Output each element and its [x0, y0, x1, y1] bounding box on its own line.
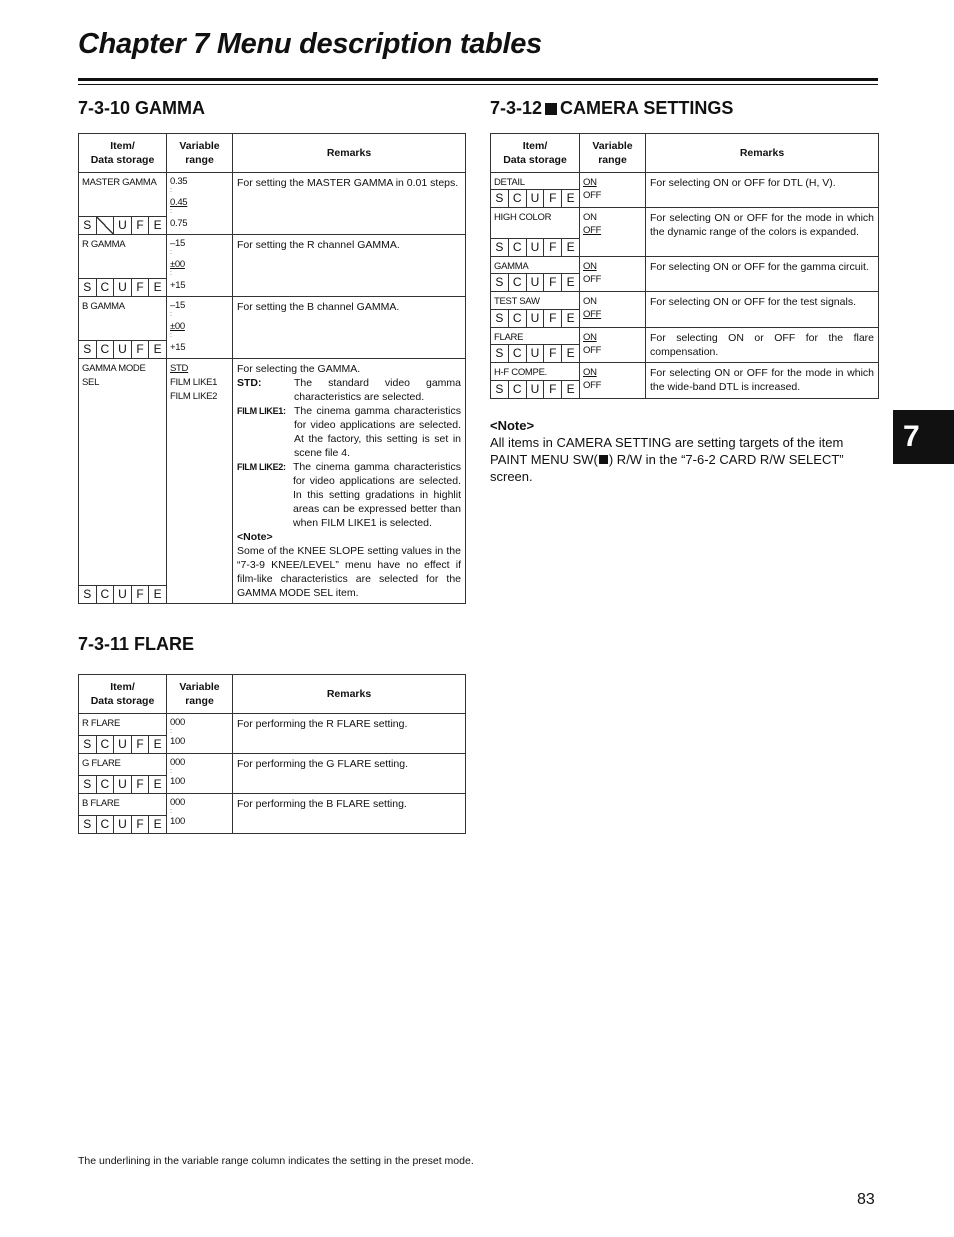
header-rule [78, 78, 878, 81]
flag-s: S [79, 816, 97, 833]
range-min: 000 [170, 757, 185, 768]
flag-u: U [114, 279, 132, 296]
table-header-row [79, 675, 466, 714]
flag-e: E [153, 280, 162, 294]
flag-c: C [97, 586, 115, 603]
table-header-row [491, 134, 879, 173]
flag-f: F [544, 190, 562, 207]
header-item: Item/ Data storage [79, 134, 167, 173]
flag-c: C [97, 816, 115, 833]
header-rule-thin [78, 84, 878, 85]
flag-s: S [491, 310, 509, 327]
flag-u: U [527, 239, 545, 256]
flag-f: F [132, 279, 150, 296]
item-name: B GAMMA [82, 301, 125, 312]
range-cell [167, 714, 233, 754]
range-min: –15 [170, 300, 185, 311]
item-name: R GAMMA [82, 239, 126, 250]
range-preset: 0.45 [170, 197, 188, 208]
table-row [79, 173, 466, 235]
table-row [79, 714, 466, 754]
flag-f: F [544, 274, 562, 291]
item-cell [79, 794, 167, 834]
range-max: 0.75 [170, 218, 188, 229]
item-cell [491, 257, 580, 292]
table-header-row [79, 134, 466, 173]
range-min: 000 [170, 797, 185, 808]
range-cell [167, 235, 233, 297]
flag-c: C [509, 345, 527, 362]
camera-note [490, 417, 878, 485]
range-cell [167, 794, 233, 834]
range-cell [167, 754, 233, 794]
remarks-cell: For selecting ON or OFF for the mode in which the dynamic range of the colors is expanded. [646, 208, 879, 257]
range-preset: ON [583, 367, 597, 378]
flag-f: F [544, 239, 562, 256]
flag-u: U [527, 381, 545, 398]
range-dots: : [170, 768, 172, 775]
item-cell [491, 292, 580, 328]
range-dots: : [170, 270, 172, 277]
range-dots: : [170, 332, 172, 339]
flag-u: U [114, 217, 132, 234]
flag-e: E [153, 218, 162, 232]
range-option: ON [583, 296, 597, 307]
flag-s: S [79, 341, 97, 358]
item-name: HIGH COLOR [494, 212, 552, 223]
flag-c: C [509, 310, 527, 327]
item-cell [491, 328, 580, 363]
range-cell [580, 208, 646, 257]
header-range: Variable range [167, 134, 233, 173]
item-name: GAMMA MODE SEL [82, 363, 146, 388]
flag-e: E [153, 817, 162, 831]
flag-s: S [79, 776, 97, 793]
storage-flags [491, 380, 579, 398]
range-max: +15 [170, 280, 186, 291]
table-row [491, 292, 879, 328]
table-row [491, 328, 879, 363]
flag-c: C [509, 190, 527, 207]
table-row [79, 359, 466, 604]
item-cell [79, 173, 167, 235]
flare-heading: 7-3-11 FLARE [78, 634, 195, 654]
camera-heading: 7-3-12 CAMERA SETTINGS [490, 98, 734, 118]
remarks-cell: For selecting ON or OFF for the flare compensation. [646, 328, 879, 363]
flag-u: U [114, 816, 132, 833]
flag-s: S [491, 381, 509, 398]
range-dots: : [170, 249, 172, 256]
flag-s: S [491, 345, 509, 362]
chapter-tab: 7 [893, 410, 954, 464]
flag-c: C [97, 736, 115, 753]
flag-f: F [544, 310, 562, 327]
range-option: OFF [583, 274, 602, 285]
range-max: 100 [170, 776, 185, 787]
flag-e: E [153, 587, 162, 601]
item-name: B FLARE [82, 798, 120, 809]
item-name: DETAIL [494, 177, 525, 188]
range-option: OFF [583, 345, 602, 356]
storage-flags [79, 216, 166, 234]
flag-u: U [114, 586, 132, 603]
range-cell [167, 173, 233, 235]
range-preset: OFF [583, 309, 602, 320]
header-item: Item/ Data storage [491, 134, 580, 173]
storage-flags [491, 309, 579, 327]
flag-f: F [132, 217, 150, 234]
item-name: FLARE [494, 332, 524, 343]
flag-e: E [153, 737, 162, 751]
flag-f: F [132, 736, 150, 753]
table-row [491, 173, 879, 208]
range-option: OFF [583, 190, 602, 201]
flag-u: U [114, 776, 132, 793]
range-cell [580, 257, 646, 292]
range-max: 100 [170, 816, 185, 827]
table-row [79, 754, 466, 794]
item-name: GAMMA [494, 261, 529, 272]
storage-flags [491, 344, 579, 362]
range-dots: : [170, 808, 172, 815]
storage-flags [79, 585, 166, 603]
flag-u: U [114, 341, 132, 358]
flag-f: F [544, 381, 562, 398]
gamma-heading: 7-3-10 GAMMA [78, 98, 206, 118]
storage-flags [79, 278, 166, 296]
flag-e: E [566, 311, 575, 325]
range-preset: ±00 [170, 259, 185, 270]
flag-s: S [491, 239, 509, 256]
range-preset: OFF [583, 225, 602, 236]
flag-e: E [566, 191, 575, 205]
flag-c-disabled [97, 217, 115, 234]
flag-e: E [566, 346, 575, 360]
black-square-icon [545, 103, 557, 115]
remarks-cell: For selecting ON or OFF for the mode in which the wide-band DTL is increased. [646, 363, 879, 399]
range-preset: ON [583, 261, 597, 272]
item-cell [79, 359, 167, 604]
flag-s: S [79, 586, 97, 603]
item-name: R FLARE [82, 718, 121, 729]
storage-flags [491, 189, 579, 207]
range-max: +15 [170, 342, 186, 353]
storage-flags [79, 775, 166, 793]
remarks-cell: For selecting ON or OFF for the gamma circuit. [646, 257, 879, 292]
range-preset: ±00 [170, 321, 185, 332]
item-cell [79, 714, 167, 754]
header-range: Variable range [167, 675, 233, 714]
header-item: Item/ Data storage [79, 675, 167, 714]
item-name: G FLARE [82, 758, 121, 769]
item-name: MASTER GAMMA [82, 177, 157, 188]
range-cell [580, 328, 646, 363]
table-row [79, 297, 466, 359]
flag-e: E [153, 342, 162, 356]
range-option: FILM LIKE2 [170, 391, 218, 402]
item-name: TEST SAW [494, 296, 540, 307]
flag-s: S [79, 736, 97, 753]
storage-flags [79, 735, 166, 753]
page-number: 83 [857, 1191, 875, 1208]
range-cell [580, 173, 646, 208]
range-max: 100 [170, 736, 185, 747]
footnote: The underlining in the variable range column indicates the setting in the preset mode. [78, 1155, 474, 1167]
flag-s: S [491, 274, 509, 291]
note-text: All items in CAMERA SETTING are setting targets of the item PAINT MENU SW( ) R/W in the “7-6-2 CARD R/W SELECT” screen. [490, 435, 844, 484]
remarks-cell: For selecting ON or OFF for DTL (H, V). [646, 173, 879, 208]
definition-film-like2: FILM LIKE2: The cinema gamma characteristics for video applications are selected. In this setting gradations in highlit areas can be expressed better than when FILM LIKE1 is selected. [237, 461, 461, 529]
chapter-title: Chapter 7 Menu description tables [78, 28, 542, 60]
range-preset: ON [583, 332, 597, 343]
header-remarks: Remarks [233, 134, 466, 173]
note-heading: <Note> [490, 418, 535, 433]
table-row [491, 363, 879, 399]
item-cell [491, 208, 580, 257]
flag-c: C [509, 381, 527, 398]
range-option: ON [583, 212, 597, 223]
range-option: OFF [583, 380, 602, 391]
range-cell [580, 292, 646, 328]
range-dots: : [170, 728, 172, 735]
flag-c: C [97, 776, 115, 793]
flag-s: S [491, 190, 509, 207]
flag-u: U [527, 274, 545, 291]
item-cell [79, 754, 167, 794]
item-cell [79, 297, 167, 359]
remarks-intro: For selecting the GAMMA. [237, 363, 361, 375]
flag-s: S [79, 279, 97, 296]
remarks-cell: For performing the G FLARE setting. [233, 754, 466, 794]
remarks-cell: For setting the MASTER GAMMA in 0.01 steps. [233, 173, 466, 235]
range-cell [580, 363, 646, 399]
flag-c: C [509, 274, 527, 291]
header-range: Variable range [580, 134, 646, 173]
range-preset: STD [170, 363, 189, 374]
flag-f: F [132, 341, 150, 358]
flag-f: F [132, 776, 150, 793]
black-square-icon [599, 455, 608, 464]
remarks-cell: For setting the B channel GAMMA. [233, 297, 466, 359]
flag-f: F [544, 345, 562, 362]
range-min: 000 [170, 717, 185, 728]
flare-table [78, 674, 466, 834]
header-remarks: Remarks [646, 134, 879, 173]
storage-flags [79, 340, 166, 358]
flag-u: U [527, 310, 545, 327]
range-min: –15 [170, 238, 185, 249]
storage-flags [491, 273, 579, 291]
remarks-cell: For setting the R channel GAMMA. [233, 235, 466, 297]
storage-flags [79, 815, 166, 833]
range-dots: : [170, 208, 172, 215]
flag-f: F [132, 586, 150, 603]
storage-flags [491, 238, 579, 256]
flag-c: C [97, 341, 115, 358]
flag-u: U [527, 345, 545, 362]
table-row [491, 257, 879, 292]
header-remarks: Remarks [233, 675, 466, 714]
note-text: Some of the KNEE SLOPE setting values in the “7-3-9 KNEE/LEVEL” menu have no effect if film-like characteristics are selected for the GAMMA MODE SEL item. [237, 545, 461, 599]
flag-e: E [566, 382, 575, 396]
range-preset: ON [583, 177, 597, 188]
item-cell [79, 235, 167, 297]
camera-settings-table [490, 133, 879, 399]
remarks-cell [233, 359, 466, 604]
table-row [491, 208, 879, 257]
range-min: 0.35 [170, 176, 188, 187]
flag-e: E [153, 777, 162, 791]
definition-film-like1: FILM LIKE1: The cinema gamma characteristics for video applications are selected. At the factory, this setting is set in scene file 4. [237, 405, 461, 459]
flag-s: S [79, 217, 97, 234]
table-row [79, 235, 466, 297]
flag-f: F [132, 816, 150, 833]
note-heading: <Note> [237, 531, 273, 543]
flag-e: E [566, 240, 575, 254]
range-dots: : [170, 187, 172, 194]
range-cell [167, 359, 233, 604]
remarks-cell: For selecting ON or OFF for the test signals. [646, 292, 879, 328]
remarks-cell: For performing the R FLARE setting. [233, 714, 466, 754]
table-row [79, 794, 466, 834]
flag-e: E [566, 275, 575, 289]
flag-u: U [114, 736, 132, 753]
definition-std: STD: The standard video gamma characteristics are selected. [237, 377, 461, 403]
range-dots: : [170, 311, 172, 318]
flag-c: C [97, 279, 115, 296]
range-option: FILM LIKE1 [170, 377, 218, 388]
item-cell [491, 173, 580, 208]
item-cell [491, 363, 580, 399]
range-cell [167, 297, 233, 359]
flag-c: C [509, 239, 527, 256]
gamma-table [78, 133, 466, 604]
flag-u: U [527, 190, 545, 207]
item-name: H-F COMPE. [494, 367, 547, 378]
remarks-cell: For performing the B FLARE setting. [233, 794, 466, 834]
